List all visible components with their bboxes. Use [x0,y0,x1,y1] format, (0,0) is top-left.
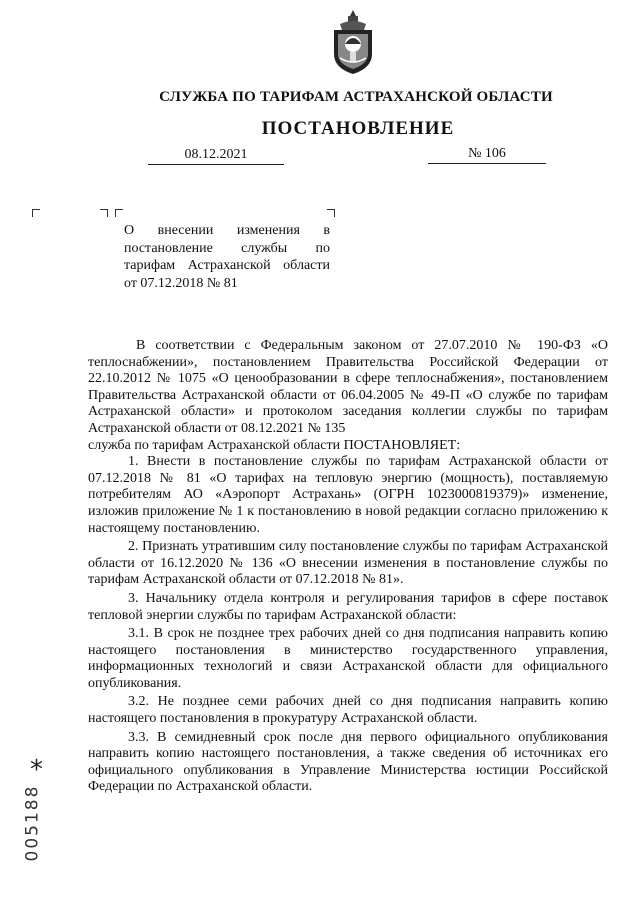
clause-3-1: 3.1. В срок не позднее трех рабочих дней со дня подписания направить копию настоящего постановления в министерство государственного управления, информационных технологий и связи Астраханской области для официального опубликования. [88,626,608,691]
subject-line: О внесении изменения в [124,223,330,238]
document-number: № 106 [428,145,546,164]
corner-mark [327,209,335,217]
serial-number: 005188 [22,784,43,862]
coat-of-arms-emblem [326,8,380,76]
organization-title: СЛУЖБА ПО ТАРИФАМ АСТРАХАНСКОЙ ОБЛАСТИ [159,89,553,105]
document-body [88,338,608,796]
registration-stamp [4,755,44,863]
clause-1: 1. Внести в постановление службы по тарифам Астраханской области от 07.12.2018 № 81 «О тарифах на тепловую энергию (мощность), поставляемую потребителям АО «Аэропорт Астрахань» (ОГРН 1023000819379)» изменение, изложив приложение № 1 к постановлению в новой редакции согласно приложению к настоящему постановлению. [88,454,608,536]
document-type-title: ПОСТАНОВЛЕНИЕ [261,118,455,139]
subject-block [124,222,330,292]
asterisk-mark: * [30,755,43,785]
preamble-paragraph: В соответствии с Федеральным законом от 27.07.2010 № 190-ФЗ «О теплоснабжении», постановлением Правительства Российской Федерации от 22.10.2012 № 1075 «О ценообразовании в сфере теплоснабжения», постановлением Правительства Астраханской области от 06.04.2005 № 49-П «О службе по тарифам Астраханской области» и протоколом заседания коллегии службы по тарифам Астраханской области от 08.12.2021 № 135 [88,338,608,436]
subject-line: тарифам Астраханской области [124,258,330,273]
document-date: 08.12.2021 [148,146,284,165]
clause-3-2: 3.2. Не позднее семи рабочих дней со дня подписания направить копию настоящего постановления в прокуратуру Астраханской области. [88,694,608,727]
clause-3-3: 3.3. В семидневный срок после дня первого официального опубликования направить копию настоящего постановления, а также сведения об источниках его официального опубликования в Управление Министерства юстиции Российской Федерации по Астраханской области. [88,729,608,795]
subject-line: постановление службы по [124,240,330,256]
corner-mark [115,209,123,217]
clause-2: 2. Признать утратившим силу постановление службы по тарифам Астраханской области от 16.12.2020 № 136 «О внесении изменения в постановление службы по тарифам Астраханской области от 07.12.2018 № 81». [88,539,608,588]
clause-3: 3. Начальнику отдела контроля и регулирования тарифов в сфере поставок тепловой энергии службы по тарифам Астраханской области: [88,590,608,623]
corner-mark [100,209,108,217]
corner-mark [32,209,40,217]
subject-line: от 07.12.2018 № 81 [124,275,238,291]
resolves-line: служба по тарифам Астраханской области ПОСТАНОВЛЯЕТ: [88,437,461,453]
